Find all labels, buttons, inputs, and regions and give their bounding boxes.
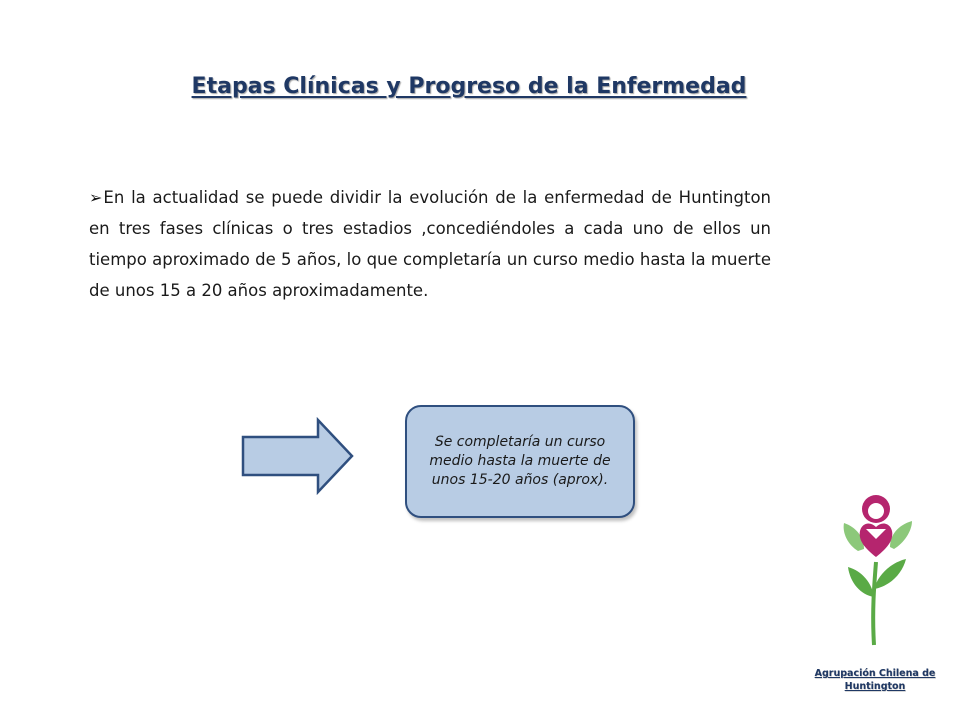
flower-person-logo-icon (836, 487, 918, 647)
right-arrow-icon (240, 417, 356, 495)
paragraph-text: En la actualidad se puede dividir la evolución de la enfermedad de Huntington en tres fases clínicas o tres estadios ,concediéndoles a cada uno de ellos un tiempo aproximado de 5 años, lo que completaría un curso medio hasta la muerte de unos 15 a 20 años aproximadamente. (89, 188, 771, 300)
callout-box (405, 405, 635, 518)
body-paragraph (89, 182, 771, 306)
logo-caption: Agrupación Chilena de Huntington (814, 668, 936, 692)
callout-text: Se completaría un curso medio hasta la muerte de unos 15-20 años (aprox). (429, 434, 611, 488)
slide-title: Etapas Clínicas y Progreso de la Enfermedad (191, 74, 747, 99)
arrowhead-bullet-icon: ➢ (89, 188, 103, 207)
